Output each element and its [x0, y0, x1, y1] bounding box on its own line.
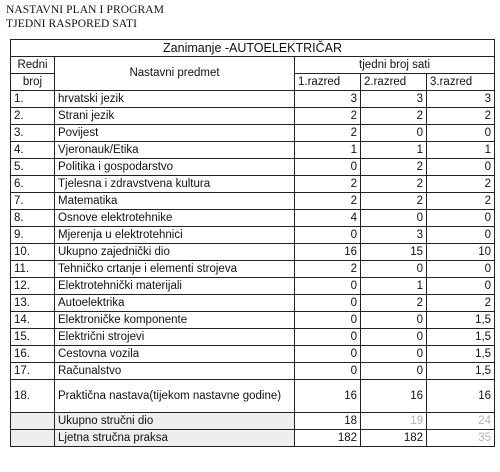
- occupation-title: Zanimanje -AUTOELEKTRIČAR: [11, 40, 495, 57]
- grade-header-3: 3.razred: [427, 74, 495, 91]
- hours-grade-3: 0: [427, 261, 495, 278]
- hours-grade-1: 2: [295, 108, 361, 125]
- hours-grade-2: 1: [361, 142, 427, 159]
- subject-name: Ukupno zajednički dio: [55, 244, 295, 261]
- row-number: 4.: [11, 142, 55, 159]
- hours-grade-2: 16: [361, 380, 427, 413]
- totals-label: Ljetna stručna praksa: [55, 430, 295, 447]
- totals-grade-2: 182: [361, 430, 427, 447]
- header-line-plan: NASTAVNI PLAN I PROGRAM: [6, 4, 165, 16]
- subject-name: Električni strojevi: [55, 329, 295, 346]
- hours-grade-1: 0: [295, 312, 361, 329]
- row-number: 2.: [11, 108, 55, 125]
- hours-grade-3: 0: [427, 159, 495, 176]
- hours-grade-3: 2: [427, 108, 495, 125]
- row-number: 3.: [11, 125, 55, 142]
- hours-grade-1: 0: [295, 346, 361, 363]
- table-row: [11, 346, 495, 363]
- table-row: [11, 244, 495, 261]
- totals-label: Ukupno stručni dio: [55, 413, 295, 430]
- table-row: [11, 329, 495, 346]
- hours-grade-3: 0: [427, 125, 495, 142]
- title-row: [11, 40, 495, 57]
- hours-grade-2: 2: [361, 108, 427, 125]
- hours-grade-1: 0: [295, 295, 361, 312]
- row-number: 9.: [11, 227, 55, 244]
- row-number: 1.: [11, 91, 55, 108]
- table-row: [11, 210, 495, 227]
- row-number: 14.: [11, 312, 55, 329]
- hours-grade-2: 1: [361, 278, 427, 295]
- row-number: 15.: [11, 329, 55, 346]
- hours-grade-1: 0: [295, 363, 361, 380]
- row-number: 11.: [11, 261, 55, 278]
- table-row: [11, 142, 495, 159]
- table-row: [11, 363, 495, 380]
- grade-header-2: 2.razred: [361, 74, 427, 91]
- subject-name: Mjerenja u elektrotehnici: [55, 227, 295, 244]
- hours-grade-2: 2: [361, 176, 427, 193]
- hours-grade-3: 1,5: [427, 346, 495, 363]
- hours-grade-2: 0: [361, 261, 427, 278]
- subject-name: Povijest: [55, 125, 295, 142]
- hours-grade-1: 4: [295, 210, 361, 227]
- hours-grade-1: 0: [295, 227, 361, 244]
- hours-grade-1: 0: [295, 278, 361, 295]
- header-line-schedule: TJEDNI RASPORED SATI: [6, 18, 138, 30]
- hours-grade-2: 0: [361, 125, 427, 142]
- hours-grade-2: 0: [361, 346, 427, 363]
- hours-grade-2: 0: [361, 312, 427, 329]
- hours-grade-3: 3: [427, 91, 495, 108]
- subject-name: Vjeronauk/Etika: [55, 142, 295, 159]
- hours-grade-2: 2: [361, 295, 427, 312]
- hours-grade-1: 2: [295, 261, 361, 278]
- totals-row: [11, 413, 495, 430]
- table-row: [11, 159, 495, 176]
- totals-grade-1: 182: [295, 430, 361, 447]
- totals-grade-3: 24: [427, 413, 495, 430]
- table-row: [11, 312, 495, 329]
- row-number: 13.: [11, 295, 55, 312]
- subject-name: Matematika: [55, 193, 295, 210]
- hours-grade-1: 1: [295, 142, 361, 159]
- hours-grade-1: 3: [295, 91, 361, 108]
- hours-grade-3: 16: [427, 380, 495, 413]
- row-number: 6.: [11, 176, 55, 193]
- hours-grade-2: 2: [361, 159, 427, 176]
- subject-name: Elektrotehnički materijali: [55, 278, 295, 295]
- hours-grade-3: 2: [427, 295, 495, 312]
- hours-grade-1: 16: [295, 380, 361, 413]
- table-row: [11, 91, 495, 108]
- hours-grade-1: 0: [295, 159, 361, 176]
- hours-grade-3: 2: [427, 176, 495, 193]
- header-row-top: [11, 57, 495, 74]
- table-row: [11, 176, 495, 193]
- subject-name: Elektroničke komponente: [55, 312, 295, 329]
- hours-grade-1: 2: [295, 176, 361, 193]
- table-row: [11, 278, 495, 295]
- hours-grade-1: 2: [295, 193, 361, 210]
- hours-grade-3: 1,5: [427, 363, 495, 380]
- subject-name: hrvatski jezik: [55, 91, 295, 108]
- row-number: 7.: [11, 193, 55, 210]
- subject-name: Strani jezik: [55, 108, 295, 125]
- hours-grade-3: 1: [427, 142, 495, 159]
- hours-grade-2: 2: [361, 193, 427, 210]
- hours-grade-2: 0: [361, 329, 427, 346]
- col-number-header-line1: Redni: [11, 57, 55, 74]
- hours-grade-1: 16: [295, 244, 361, 261]
- row-number: 17.: [11, 363, 55, 380]
- hours-grade-2: 0: [361, 363, 427, 380]
- subject-name: Računalstvo: [55, 363, 295, 380]
- subject-name: Autoelektrika: [55, 295, 295, 312]
- document-header: [6, 3, 164, 31]
- subject-name: Cestovna vozila: [55, 346, 295, 363]
- hours-grade-3: 0: [427, 227, 495, 244]
- row-number: 8.: [11, 210, 55, 227]
- totals-empty: [11, 413, 55, 430]
- totals-grade-2: 19: [361, 413, 427, 430]
- hours-grade-3: 1,5: [427, 312, 495, 329]
- totals-grade-1: 18: [295, 413, 361, 430]
- hours-grade-2: 3: [361, 91, 427, 108]
- hours-grade-2: 3: [361, 227, 427, 244]
- hours-grade-3: 2: [427, 193, 495, 210]
- hours-grade-3: 1,5: [427, 329, 495, 346]
- table-row: [11, 108, 495, 125]
- row-number: 5.: [11, 159, 55, 176]
- hours-grade-2: 15: [361, 244, 427, 261]
- table-row: [11, 295, 495, 312]
- row-number: 16.: [11, 346, 55, 363]
- col-hours-header: tjedni broj sati: [295, 57, 495, 74]
- row-number: 18.: [11, 380, 55, 413]
- hours-grade-1: 0: [295, 329, 361, 346]
- grade-header-1: 1.razred: [295, 74, 361, 91]
- totals-empty: [11, 430, 55, 447]
- table-row: [11, 380, 495, 413]
- totals-grade-3: 35: [427, 430, 495, 447]
- row-number: 10.: [11, 244, 55, 261]
- hours-grade-1: 2: [295, 125, 361, 142]
- subject-name: Tehničko crtanje i elementi strojeva: [55, 261, 295, 278]
- col-subject-header: Nastavni predmet: [55, 57, 295, 91]
- table-row: [11, 261, 495, 278]
- subject-name: Osnove elektrotehnike: [55, 210, 295, 227]
- schedule-table: [10, 39, 495, 447]
- table-row: [11, 193, 495, 210]
- subject-name: Praktična nastava(tijekom nastavne godine): [55, 380, 295, 413]
- hours-grade-3: 0: [427, 278, 495, 295]
- hours-grade-3: 10: [427, 244, 495, 261]
- row-number: 12.: [11, 278, 55, 295]
- subject-name: Tjelesna i zdravstvena kultura: [55, 176, 295, 193]
- subject-name: Politika i gospodarstvo: [55, 159, 295, 176]
- totals-row: [11, 430, 495, 447]
- hours-grade-2: 0: [361, 210, 427, 227]
- col-number-header-line2: broj: [11, 74, 55, 91]
- table-row: [11, 125, 495, 142]
- hours-grade-3: 0: [427, 210, 495, 227]
- table-row: [11, 227, 495, 244]
